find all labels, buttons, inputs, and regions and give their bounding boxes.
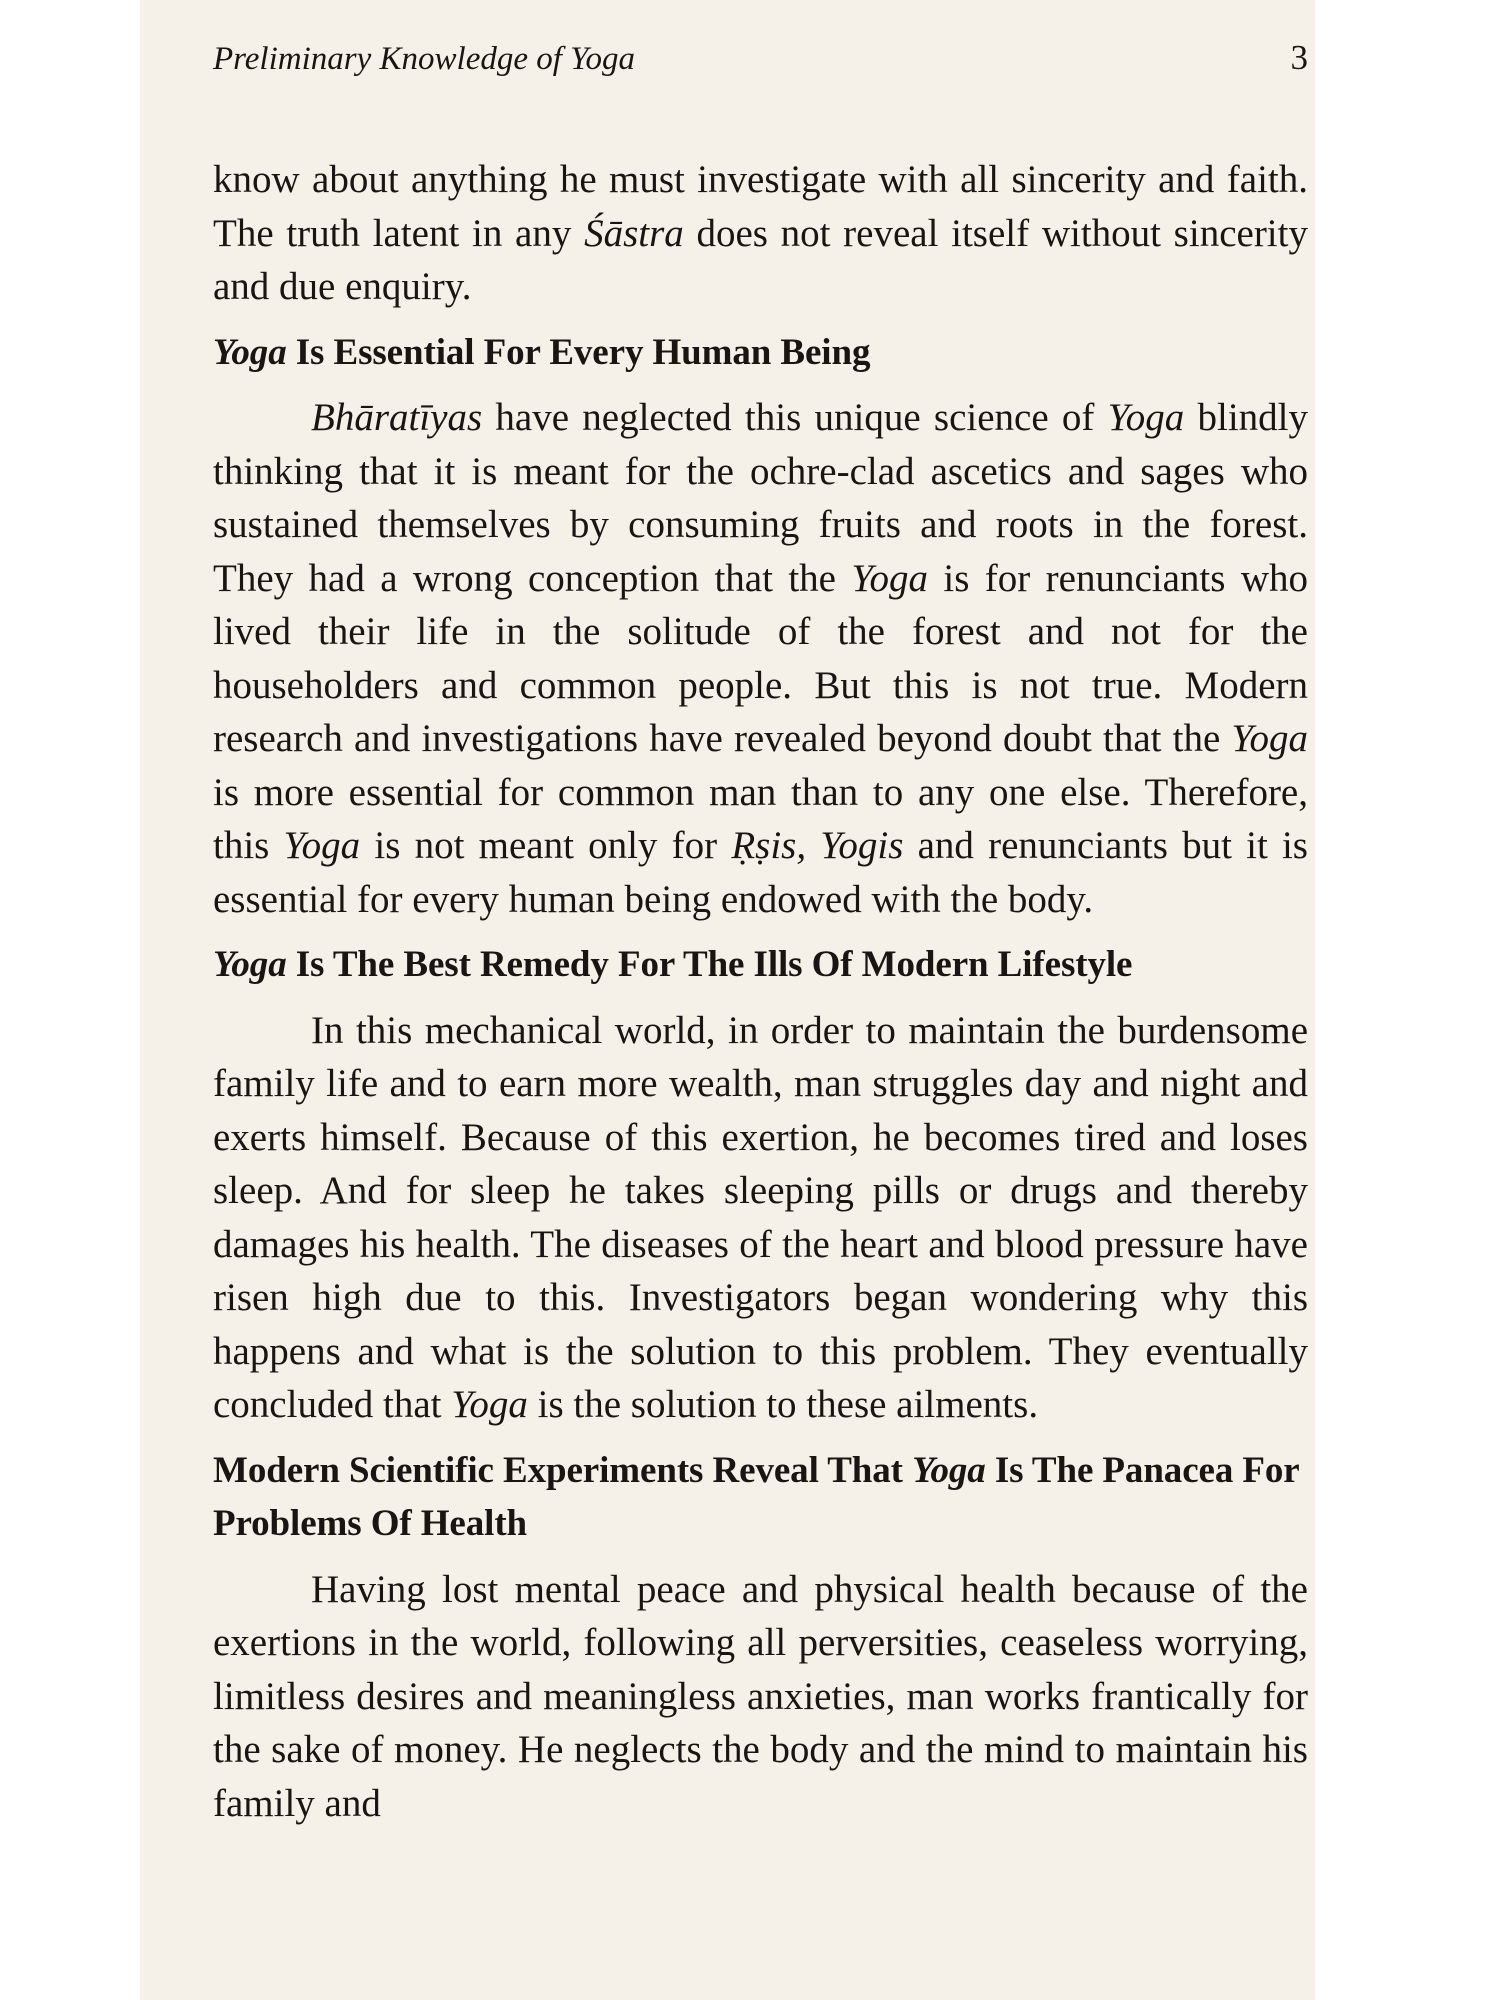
panacea-paragraph: Having lost mental peace and physical health because of the exertions in the world, following all perversities, ceaseless worrying, limitless desires and meaningless anxieties, man works frantically for the sake of money. He neglects the body and the mind to maintain his family and <box>213 1567 1308 1825</box>
intro-text-2: does not reveal itself without sincerity and due enquiry. <box>213 211 1308 308</box>
section-heading-panacea <box>213 1444 1308 1551</box>
essential-paragraph <box>213 391 1308 926</box>
heading-text: Is Essential For Every Human Being <box>286 331 871 373</box>
book-page <box>140 0 1315 2000</box>
heading-text: Is The Best Remedy For The Ills Of Modern Lifestyle <box>286 944 1133 985</box>
page-number: 3 <box>1290 38 1308 77</box>
section-heading-essential <box>213 326 1308 380</box>
yoga-term: Yoga <box>851 556 929 600</box>
heading-yoga-term: Yoga <box>213 944 287 985</box>
yoga-term: Yoga <box>283 824 361 867</box>
paragraph-text: is more essential for common man than to any one else. Therefore, this <box>213 770 1308 867</box>
bharatiyas-term: Bhāratīyas <box>311 396 483 439</box>
paragraph-text: is not meant only for <box>360 824 732 867</box>
yoga-term: Yoga <box>1107 396 1185 439</box>
section-heading-remedy <box>213 938 1308 992</box>
remedy-paragraph <box>213 1004 1308 1432</box>
paragraph-text: is the solution to these ailments. <box>527 1383 1039 1426</box>
rsis-yogis-term: Ṛṣis, Yogis <box>731 824 904 867</box>
intro-paragraph <box>213 153 1308 314</box>
heading-text: Modern Scientific Experiments Reveal That <box>213 1449 913 1491</box>
paragraph-text: In this mechanical world, in order to maintain the burdensome family life and to earn more wealth, man struggles day and night and exerts himself. Because of this exertion, he becomes tired and loses sleep. And for sleep he takes sleeping pills or drugs and thereby damages his health. The diseases of the heart and blood pressure have risen high due to this. Investigators began wondering why this happens and what is the solution to this problem. They eventually concluded that <box>213 1008 1308 1426</box>
intro-text-1: know about anything he must investigate with all sincerity and faith. The truth latent in any <box>213 158 1308 255</box>
yoga-term: Yoga <box>1231 717 1308 760</box>
heading-yoga-term: Yoga <box>213 331 287 373</box>
running-title: Preliminary Knowledge of Yoga <box>213 41 635 77</box>
paragraph-text: and renunciants but it is essential for every human being endowed with the body. <box>213 824 1308 921</box>
heading-yoga-term: Yoga <box>912 1449 986 1491</box>
paragraph-text: have neglected this unique science of <box>482 396 1108 439</box>
paragraph-text: is for renunciants who lived their life in the solitude of the forest and not for the householders and common people. But this is not true. Modern research and investigations have revealed beyond doubt that the <box>213 556 1309 760</box>
page-content <box>213 38 1308 1830</box>
yoga-term: Yoga <box>451 1383 528 1426</box>
sastra-term: Śāstra <box>584 211 684 255</box>
paragraph-text: blindly thinking that it is meant for the ochre-clad ascetics and sages who sustained themselves by consuming fruits and roots in the forest. They had a wrong conception that the <box>213 396 1308 600</box>
heading-text: Is The Panacea For Problems Of Health <box>213 1449 1299 1544</box>
running-header <box>213 38 1308 98</box>
